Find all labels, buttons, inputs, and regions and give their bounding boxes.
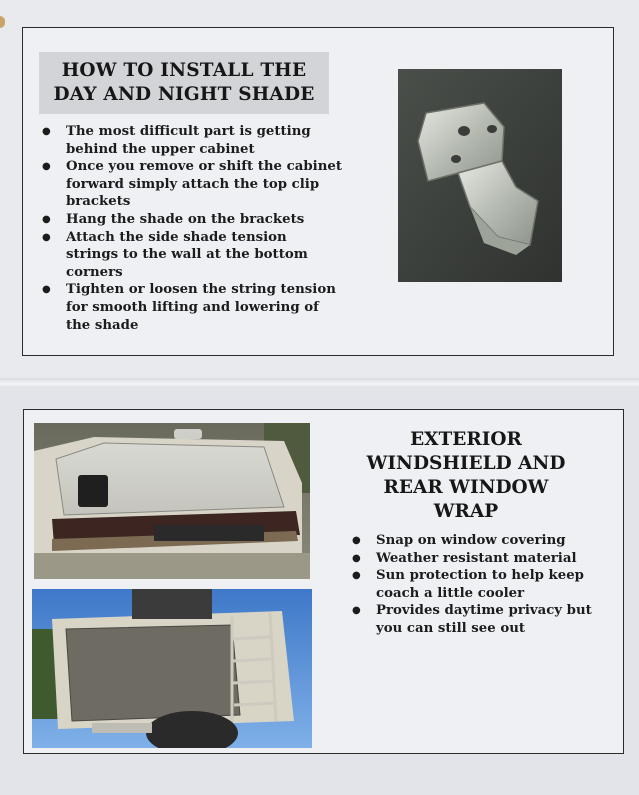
install-shade-title [39,52,329,114]
rear-window-wrap-photo [32,589,312,748]
bracket-photo [398,69,562,282]
title-line: WINDSHIELD AND [366,453,566,474]
list-item: ● The most difficult part is getting behind the upper cabinet [42,123,342,158]
wrap-features-list [352,532,622,638]
title-line: WRAP [433,501,499,522]
list-item: ● Hang the shade on the brackets [42,211,342,229]
title-line: DAY AND NIGHT SHADE [53,84,315,105]
title-line: HOW TO INSTALL THE [61,60,307,81]
windshield-wrap-photo [34,423,310,579]
title-line: REAR WINDOW [383,477,549,498]
list-item: ● Provides daytime privacy but you can still see out [352,602,622,637]
list-item: ● Weather resistant material [352,550,622,568]
exterior-wrap-title [355,428,577,524]
list-item: ● Snap on window covering [352,532,622,550]
install-steps-list [42,123,342,334]
list-item: ● Sun protection to help keep coach a little cooler [352,567,622,602]
list-item: ● Tighten or loosen the string tension for smooth lifting and lowering of the shade [42,281,342,334]
list-item: ● Once you remove or shift the cabinet forward simply attach the top clip brackets [42,158,342,211]
title-line: EXTERIOR [410,429,522,450]
list-item: ● Attach the side shade tension strings to the wall at the bottom corners [42,229,342,282]
